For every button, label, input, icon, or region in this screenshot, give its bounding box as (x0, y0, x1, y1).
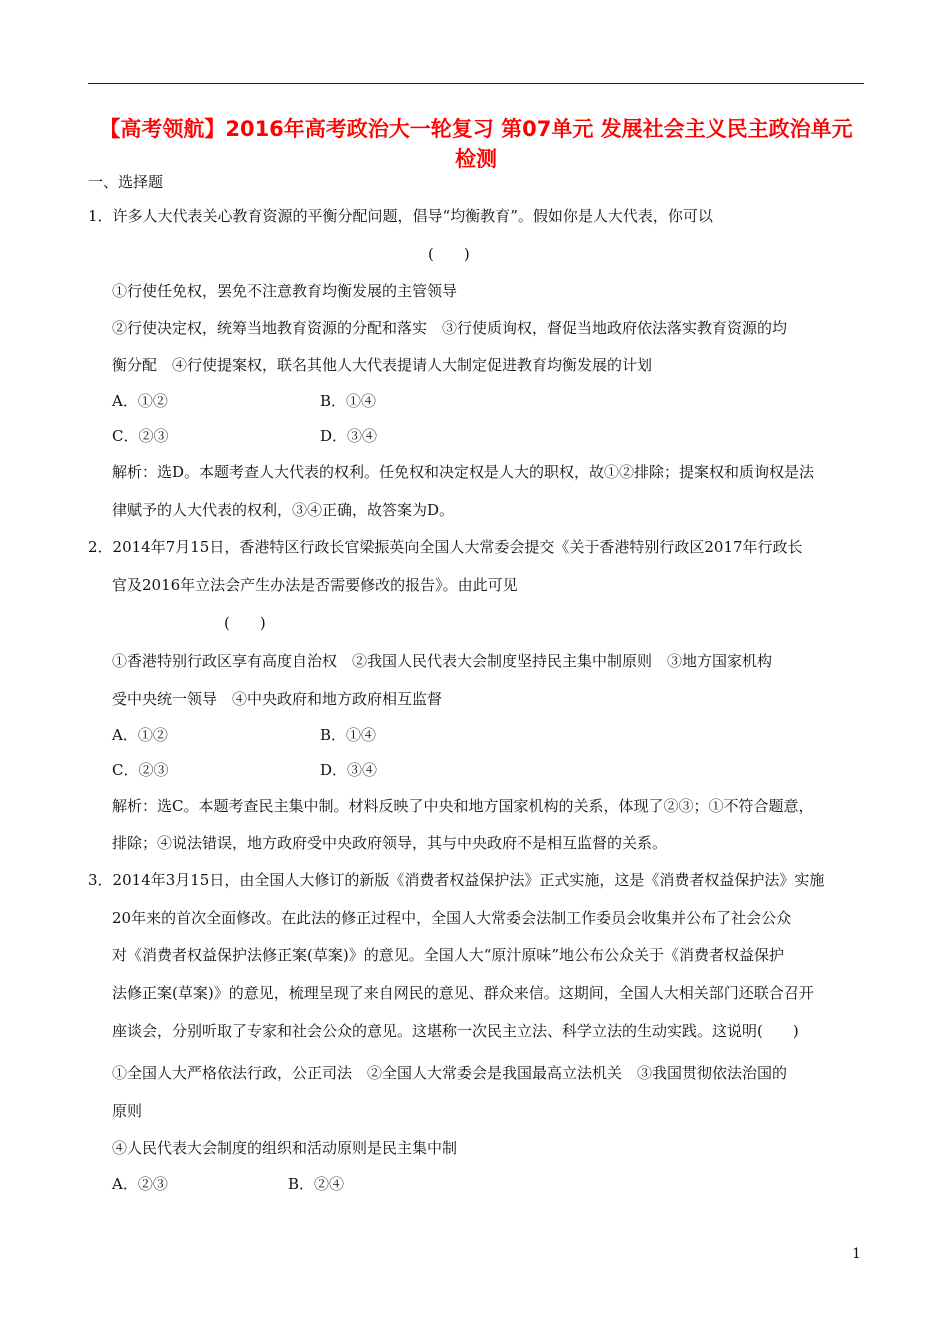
q3-statement-3: ④人民代表大会制度的组织和活动原则是民主集中制 (112, 1139, 458, 1157)
title-line-2: 检测 (455, 147, 497, 171)
q1-option-a: A．①② (112, 392, 168, 410)
q3-statement-1: ①全国人大严格依法行政，公正司法 ②全国人大常委会是我国最高立法机关 ③我国贯彻依法治国的 (112, 1064, 788, 1082)
header-rule (88, 83, 864, 84)
q2-statement-1: ①香港特别行政区享有高度自治权 ②我国人民代表大会制度坚持民主集中制原则 ③地方国家机构 (112, 652, 773, 670)
q2-explanation-1: 解析：选C。本题考查民主集中制。材料反映了中央和地方国家机构的关系，体现了②③；①不符合题意， (112, 797, 814, 815)
q1-explanation-1: 解析：选D。本题考查人大代表的权利。任免权和决定权是人大的职权，故①②排除；提案权和质询权是法 (112, 463, 815, 481)
q2-option-c: C．②③ (112, 761, 169, 779)
page-number: 1 (852, 1246, 861, 1262)
q2-option-d: D．③④ (320, 761, 378, 779)
q1-option-c: C．②③ (112, 427, 169, 445)
title-line-1: 【高考领航】2016年高考政治大一轮复习 第07单元 发展社会主义民主政治单元 (99, 117, 853, 141)
document-title (88, 114, 864, 174)
q2-stem-1: 2．2014年7月15日，香港特区行政长官梁振英向全国人大常委会提交《关于香港特别行政区2017年行政长 (88, 538, 803, 556)
q1-option-b: B．①④ (320, 392, 377, 410)
q3-option-b: B．②④ (288, 1175, 345, 1193)
q1-statement-1: ①行使任免权，罢免不注意教育均衡发展的主管领导 (112, 282, 458, 300)
q2-option-b: B．①④ (320, 726, 377, 744)
q3-stem-3: 对《消费者权益保护法修正案(草案)》的意见。全国人大“原汁原味”地公布公众关于《消费者权益保护 (112, 946, 785, 964)
q3-statement-2: 原则 (112, 1102, 143, 1120)
q1-statement-3-4: 衡分配 ④行使提案权，联名其他人大代表提请人大制定促进教育均衡发展的计划 (112, 356, 653, 374)
q1-statement-2-3: ②行使决定权，统筹当地教育资源的分配和落实 ③行使质询权，督促当地政府依法落实教育资源的均 (112, 319, 788, 337)
q2-stem-2: 官及2016年立法会产生办法是否需要修改的报告》。由此可见 (112, 576, 518, 594)
q3-option-a: A．②③ (112, 1175, 168, 1193)
q2-answer-blank: ( ) (224, 614, 266, 632)
q3-stem-1: 3．2014年3月15日，由全国人大修订的新版《消费者权益保护法》正式实施，这是《消费者权益保护法》实施 (88, 871, 825, 889)
q1-option-d: D．③④ (320, 427, 378, 445)
section-heading: 一、选择题 (88, 173, 164, 191)
q1-answer-blank: ( ) (428, 245, 470, 263)
q3-stem-5: 座谈会，分别听取了专家和社会公众的意见。这堪称一次民主立法、科学立法的生动实践。这说明( ) (112, 1022, 799, 1040)
q1-explanation-2: 律赋予的人大代表的权利，③④正确，故答案为D。 (112, 501, 455, 519)
q3-stem-4: 法修正案(草案)》的意见，梳理呈现了来自网民的意见、群众来信。这期间，全国人大相关部门还联合召开 (112, 984, 814, 1002)
q2-option-a: A．①② (112, 726, 168, 744)
q3-stem-2: 20年来的首次全面修改。在此法的修正过程中，全国人大常委会法制工作委员会收集并公布了社会公众 (112, 909, 792, 927)
q2-explanation-2: 排除；④说法错误，地方政府受中央政府领导，其与中央政府不是相互监督的关系。 (112, 834, 668, 852)
q1-stem: 1．许多人大代表关心教育资源的平衡分配问题，倡导“均衡教育”。假如你是人大代表，你可以 (88, 207, 713, 225)
q2-statement-2: 受中央统一领导 ④中央政府和地方政府相互监督 (112, 690, 443, 708)
